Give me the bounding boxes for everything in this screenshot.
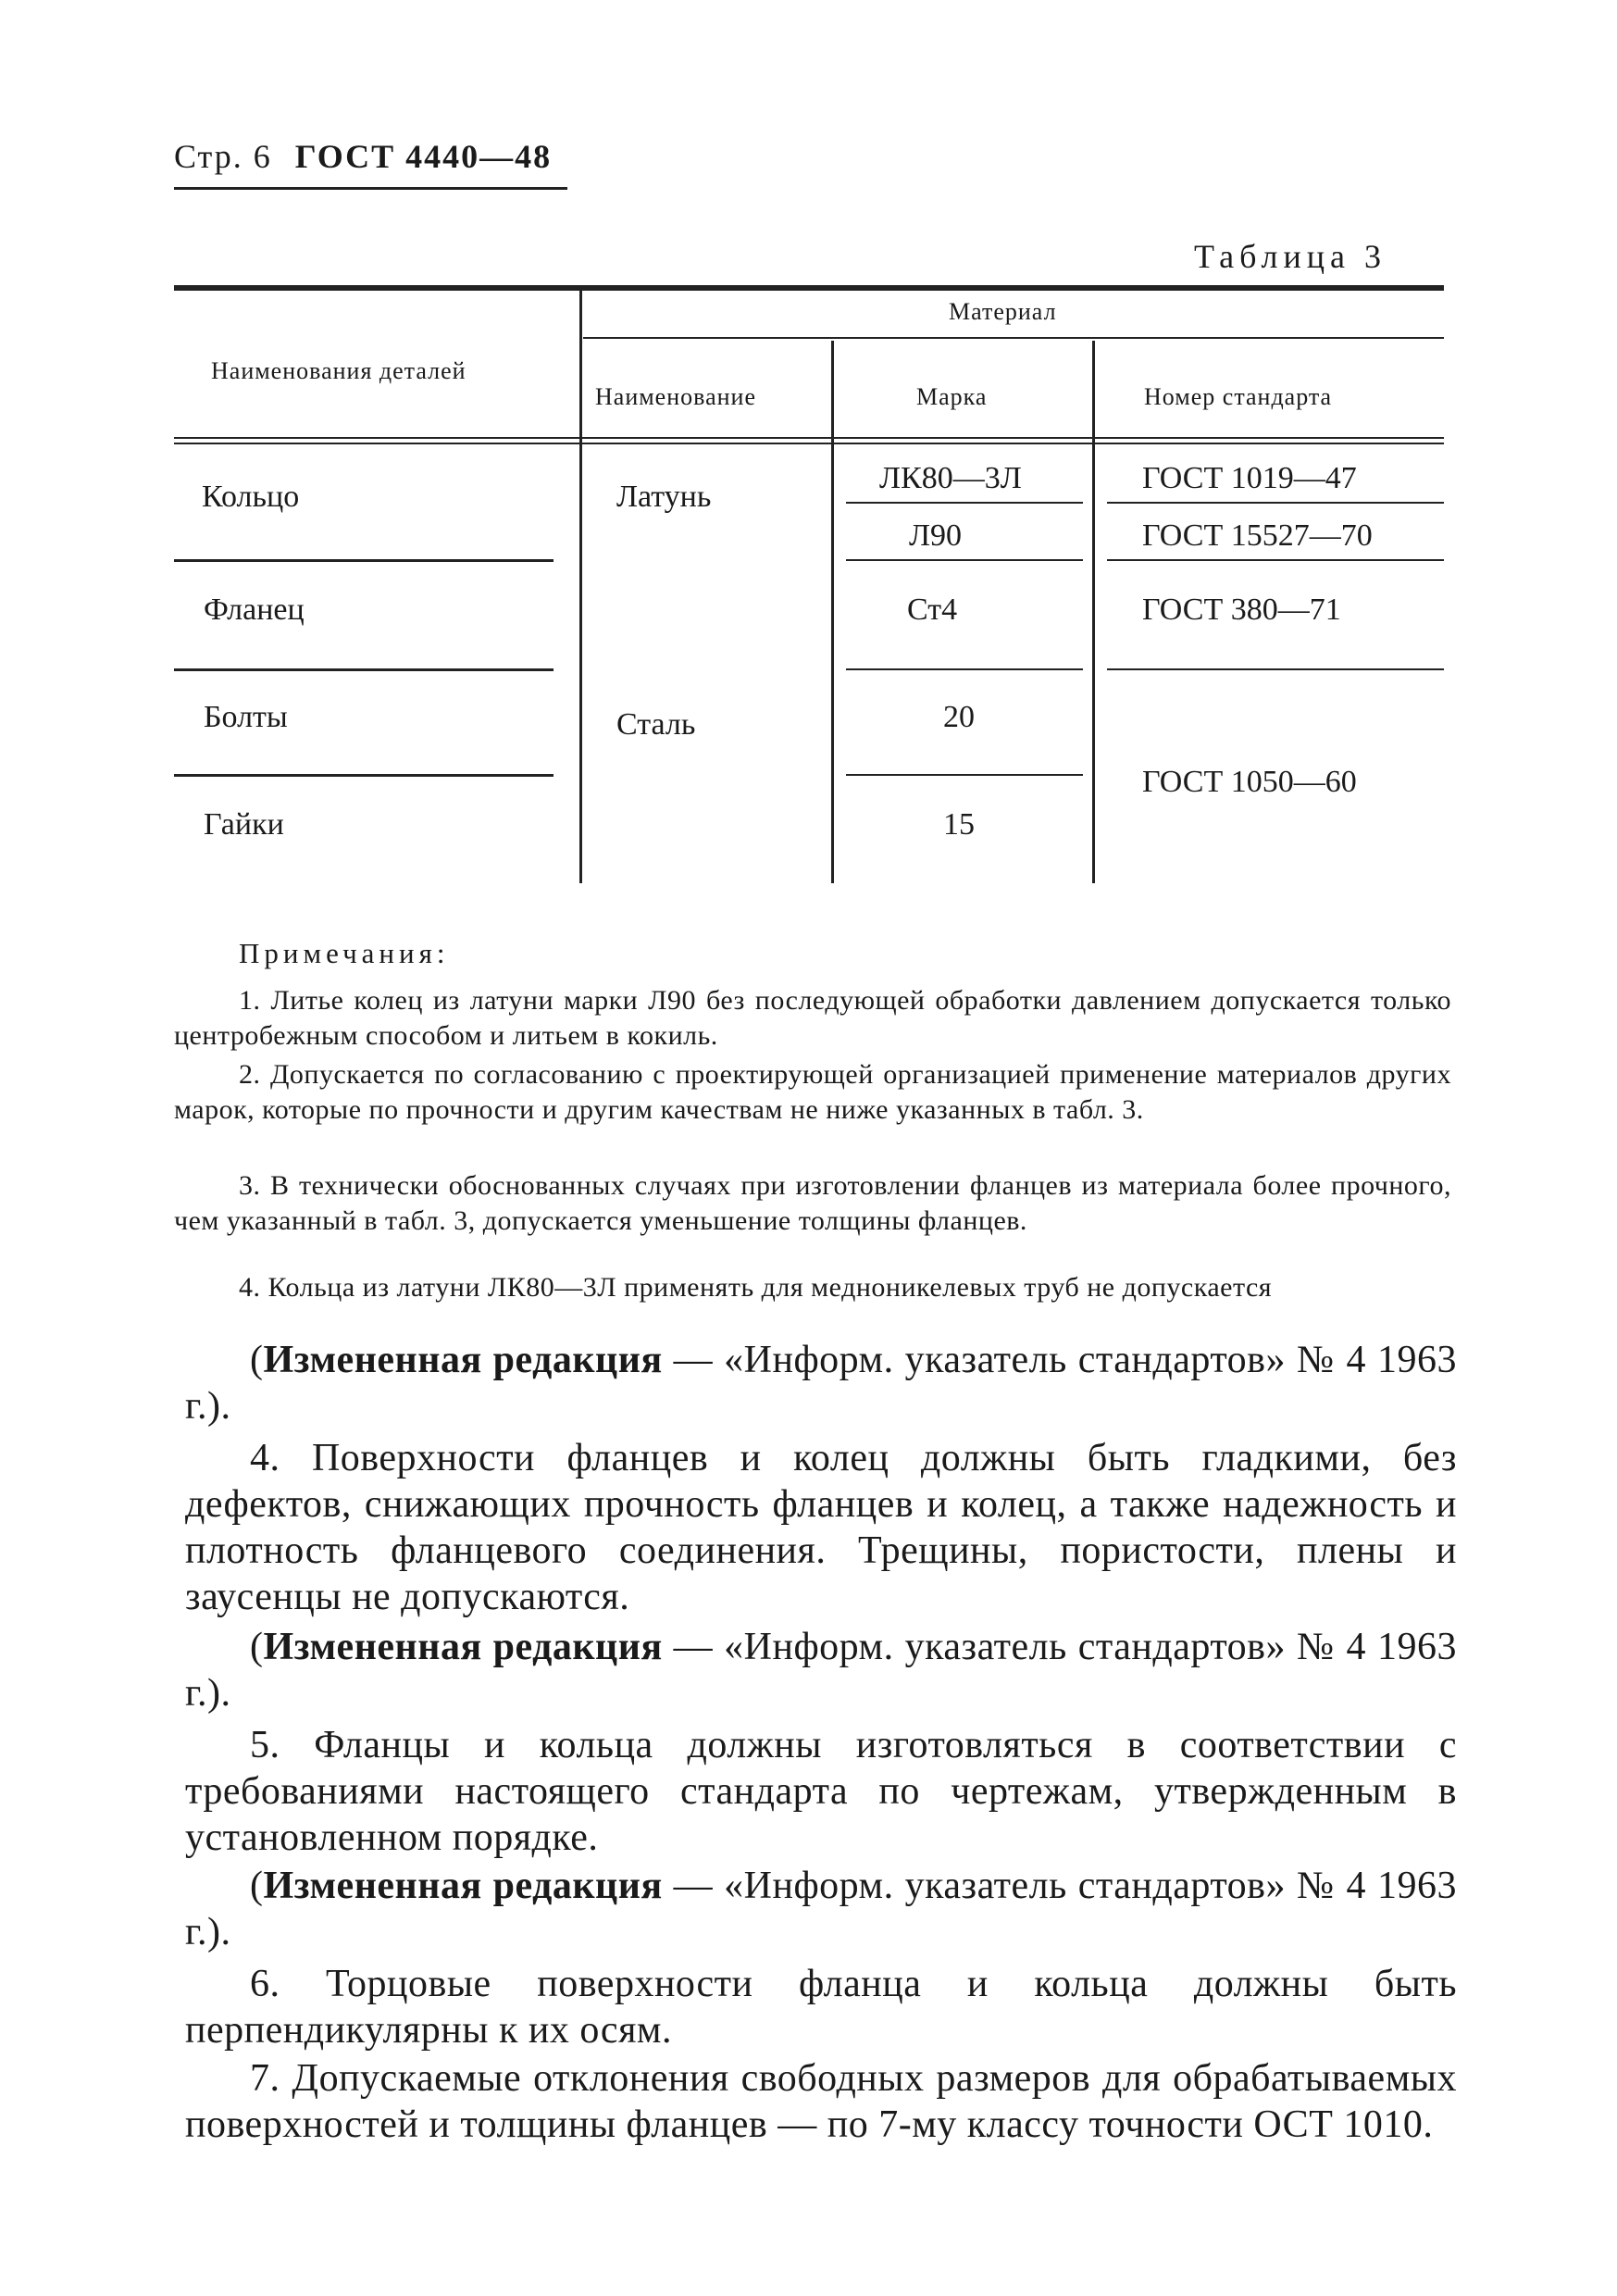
- header-bottom-rule: [174, 437, 1444, 439]
- material-brass: Латунь: [616, 480, 712, 514]
- header-grade: Марка: [916, 383, 988, 410]
- standard-15527: ГОСТ 15527—70: [1142, 518, 1373, 553]
- notes-title: Примечания:: [239, 937, 450, 969]
- row-flange: Фланец: [204, 593, 305, 627]
- header-standard: Номер стандарта: [1144, 383, 1333, 410]
- document-code: ГОСТ 4440—48: [294, 138, 553, 175]
- edition-note-2: (Измененная редакция — «Информ. указатель стандартов» № 4 1963 г.).: [185, 1626, 1457, 1715]
- paragraph-7: 7. Допускаемые отклонения свободных размеров для обрабатываемых поверхностей и толщины фланцев — по 7-му классу точности ОСТ 1010.: [185, 2057, 1457, 2146]
- edition-label: Измененная редакция: [263, 1626, 663, 1668]
- standard-1019: ГОСТ 1019—47: [1142, 461, 1357, 495]
- standard-rule-15527: [1107, 559, 1444, 561]
- table-caption: Таблица 3: [1194, 238, 1387, 275]
- edition-ref: — «Информ. указатель стандартов» № 4 1963 г.).: [185, 1865, 1457, 1953]
- page-header: [174, 137, 552, 176]
- col-divider-3: [1092, 341, 1095, 883]
- note-3: 3. В технически обоснованных случаях при изготовлении фланцев из материала более прочного, чем указанный в табл. 3, допускается уменьшение толщины фланцев.: [174, 1170, 1451, 1236]
- edition-ref: — «Информ. указатель стандартов» № 4 1963 г.).: [185, 1626, 1457, 1715]
- material-header-rule: [583, 337, 1444, 339]
- header-bottom-rule-2: [174, 443, 1444, 444]
- header-parts: Наименования деталей: [211, 357, 466, 384]
- table-top-rule: [174, 285, 1444, 291]
- page-number: Стр. 6: [174, 138, 272, 175]
- grade-st4: Ст4: [907, 593, 958, 627]
- row-rule-flange: [174, 668, 554, 671]
- note-1: 1. Литье колец из латуни марки Л90 без последующей обработки давлением допускается только центробежным способом и литьем в кокиль.: [174, 985, 1451, 1051]
- col-divider-1: [579, 291, 582, 883]
- standard-380: ГОСТ 380—71: [1142, 593, 1341, 627]
- row-ring: Кольцо: [202, 480, 300, 514]
- row-bolts: Болты: [204, 700, 288, 734]
- row-rule-ring: [174, 559, 554, 562]
- row-rule-bolts: [174, 774, 554, 777]
- standard-rule-1019: [1107, 502, 1444, 504]
- note-4: 4. Кольца из латуни ЛК80—3Л применять для медноникелевых труб не допускается: [239, 1272, 1273, 1303]
- edition-label: Измененная редакция: [263, 1339, 663, 1381]
- edition-ref: — «Информ. указатель стандартов» № 4 1963 г.).: [185, 1339, 1457, 1428]
- header-material: Материал: [949, 298, 1057, 325]
- header-rule: [174, 187, 567, 190]
- grade-20: 20: [943, 700, 975, 734]
- edition-note-3: (Измененная редакция — «Информ. указатель стандартов» № 4 1963 г.).: [185, 1865, 1457, 1953]
- edition-label: Измененная редакция: [263, 1865, 663, 1907]
- grade-l90: Л90: [909, 518, 963, 553]
- note-2: 2. Допускается по согласованию с проектирующей организацией применение материалов других марок, которые по прочности и другим качествам не ниже указанных в табл. 3.: [174, 1059, 1451, 1125]
- header-name: Наименование: [595, 383, 756, 410]
- grade-rule-lk80: [846, 502, 1083, 504]
- col-divider-2: [831, 341, 834, 883]
- grade-15: 15: [943, 807, 975, 842]
- grade-rule-20: [846, 774, 1083, 776]
- grade-rule-st4: [846, 668, 1083, 670]
- paragraph-6: 6. Торцовые поверхности фланца и кольца должны быть перпендикулярны к их осям.: [185, 1963, 1457, 2052]
- edition-note-1: (Измененная редакция — «Информ. указатель стандартов» № 4 1963 г.).: [185, 1339, 1457, 1428]
- standard-rule-380: [1107, 668, 1444, 670]
- paragraph-4: 4. Поверхности фланцев и колец должны быть гладкими, без дефектов, снижающих прочность фланцев и колец, а также надежность и плотность фланцевого соединения. Трещины, пористости, плены и заусенцы не допускаются.: [185, 1437, 1457, 1618]
- grade-rule-l90: [846, 559, 1083, 561]
- material-steel: Сталь: [616, 707, 696, 742]
- paragraph-5: 5. Фланцы и кольца должны изготовляться в соответствии с требованиями настоящего стандарта по чертежам, утвержденным в установленном порядке.: [185, 1724, 1457, 1859]
- grade-lk80: ЛК80—3Л: [879, 461, 1022, 495]
- row-nuts: Гайки: [204, 807, 284, 842]
- standard-1050: ГОСТ 1050—60: [1142, 765, 1357, 799]
